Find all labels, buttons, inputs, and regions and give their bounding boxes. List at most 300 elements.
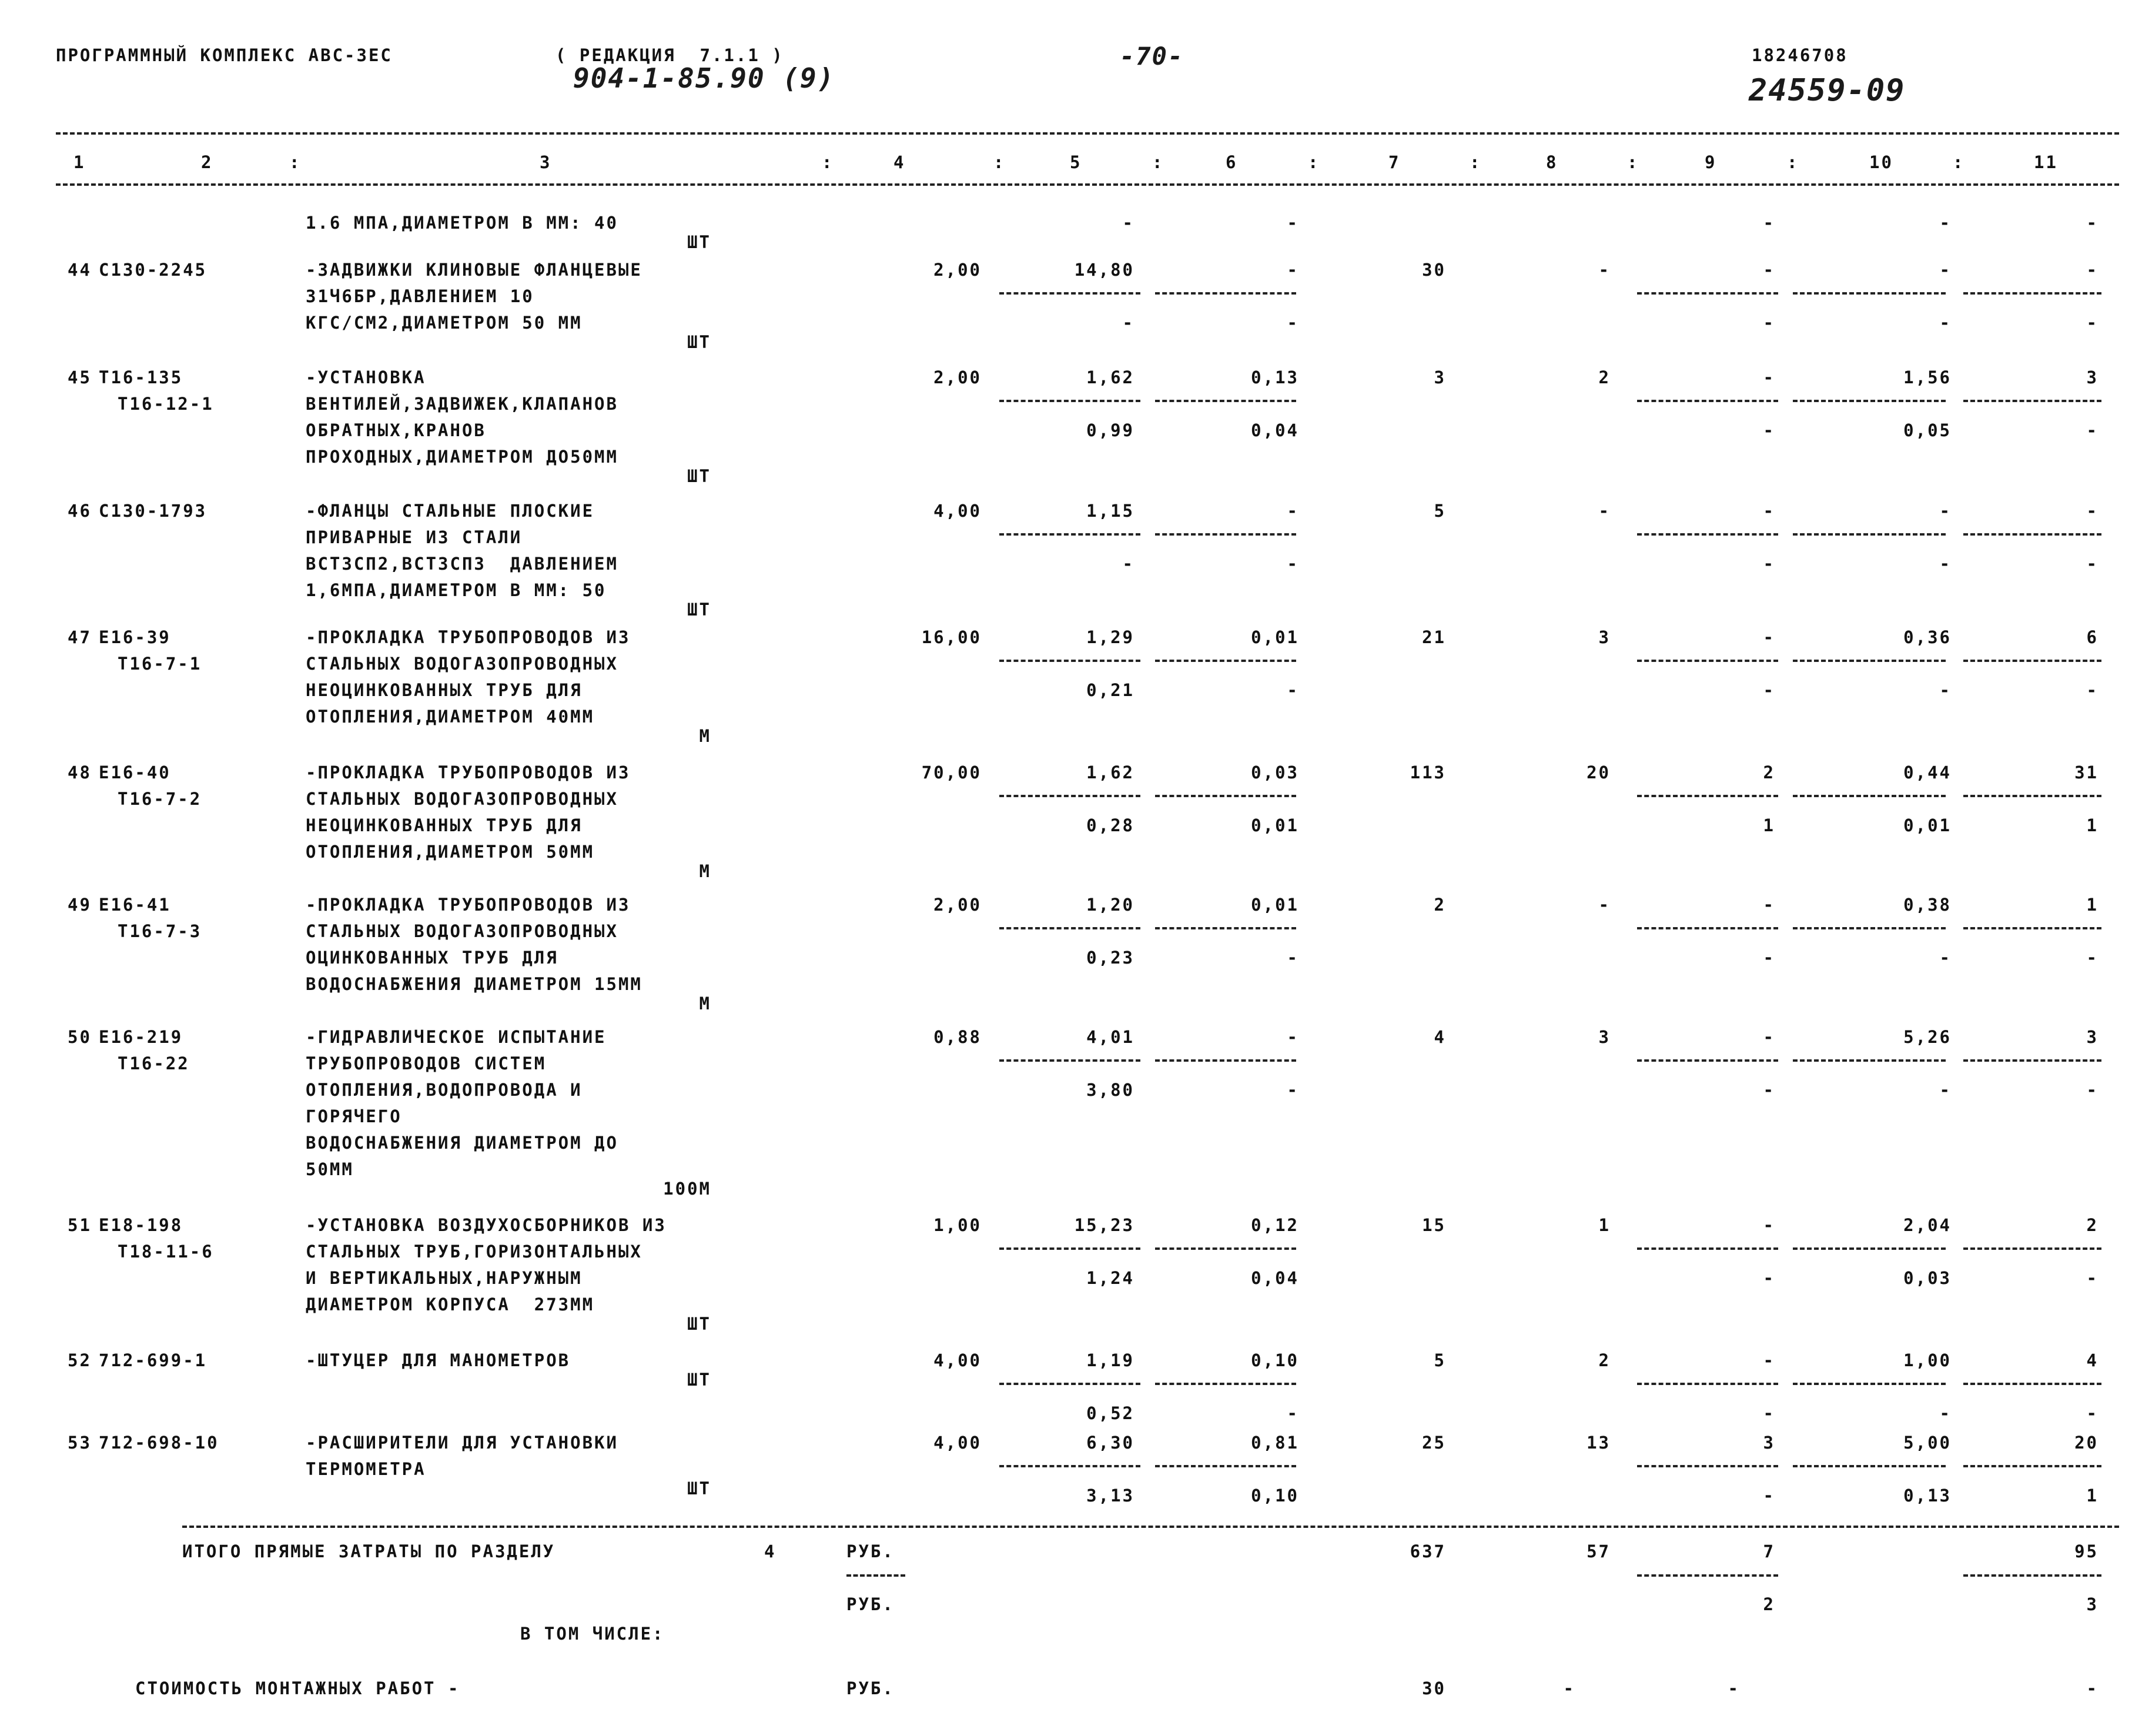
value-divider	[1637, 533, 1778, 536]
ref-number-handwritten: 24559-09	[1749, 73, 1906, 108]
work-description-line: СТАЛЬНЫХ ВОДОГАЗОПРОВОДНЫХ	[306, 654, 618, 674]
labor-total: -	[2086, 501, 2099, 521]
unit-cost-machines: 0,12	[1251, 1215, 1299, 1235]
col-9-header: 9	[1705, 152, 1717, 172]
labor-unit: 0,44	[1903, 762, 1952, 782]
work-description-line: 1.6 МПА,ДИАМЕТРОМ В ММ: 40	[306, 213, 618, 233]
value-divider	[1793, 400, 1946, 402]
unit-cost-wages: 1,24	[1086, 1268, 1134, 1288]
header-rule-top	[56, 132, 2119, 135]
unit-of-measure: М	[699, 861, 711, 881]
total-machines: -	[1763, 260, 1775, 280]
value-divider	[1637, 1059, 1778, 1062]
col-5-header: 5	[1070, 152, 1082, 172]
labor-total: -	[2086, 260, 2099, 280]
unit-of-measure: 100М	[663, 1179, 711, 1199]
including-label: В ТОМ ЧИСЛЕ:	[520, 1624, 665, 1644]
estimate-code: Е16-39	[99, 627, 171, 647]
work-description-line: И ВЕРТИКАЛЬНЫХ,НАРУЖНЫМ	[306, 1268, 583, 1288]
total-wages: 13	[1587, 1433, 1611, 1453]
col-sep: :	[822, 152, 834, 172]
labor-total-machine: 1	[2086, 815, 2099, 835]
total-machine-wages: -	[1763, 1080, 1775, 1100]
estimate-code: 712-699-1	[99, 1350, 207, 1370]
value-divider	[1155, 927, 1296, 929]
total-machines: 2	[1763, 762, 1775, 782]
value-divider	[1793, 533, 1946, 536]
total-wages: -	[1598, 260, 1611, 280]
value-divider	[999, 292, 1140, 295]
unit-of-measure: ШТ	[687, 332, 711, 352]
value-divider	[1793, 660, 1946, 662]
total-machines: 3	[1763, 1433, 1775, 1453]
col-4-header: 4	[893, 152, 906, 172]
work-description-line: -ПРОКЛАДКА ТРУБОПРОВОДОВ ИЗ	[306, 627, 631, 647]
totals-col-9b: 2	[1763, 1594, 1775, 1614]
value-divider	[1963, 660, 2101, 662]
value-divider	[999, 400, 1140, 402]
value-divider	[1155, 795, 1296, 797]
unit-cost: 1,29	[1086, 627, 1134, 647]
unit-cost: 14,80	[1074, 260, 1134, 280]
value-divider	[1793, 1247, 1946, 1250]
unit-cost: 6,30	[1086, 1433, 1134, 1453]
total-machines: -	[1763, 1350, 1775, 1370]
total-cost: 21	[1422, 627, 1446, 647]
unit-cost: 1,62	[1086, 762, 1134, 782]
labor-total-machine: -	[2086, 554, 2099, 574]
work-description-line: ОТОПЛЕНИЯ,ДИАМЕТРОМ 40ММ	[306, 707, 595, 727]
labor-total: 2	[2086, 1215, 2099, 1235]
labor-unit: -	[1939, 501, 1952, 521]
unit-cost: 15,23	[1074, 1215, 1134, 1235]
unit-divider	[846, 1574, 905, 1577]
labor-total: 4	[2086, 1350, 2099, 1370]
labor-total: 3	[2086, 367, 2099, 387]
estimate-code: Т16-135	[99, 367, 183, 387]
page-number: -70-	[1120, 42, 1184, 71]
mount-cost-unit: РУБ.	[846, 1678, 895, 1698]
quantity: 1,00	[933, 1215, 982, 1235]
totals-col-11-divider	[1963, 1574, 2101, 1577]
total-cost: 5	[1434, 501, 1446, 521]
col-sep: :	[1787, 152, 1799, 172]
unit-cost: -	[1122, 213, 1134, 233]
value-divider	[1637, 1465, 1778, 1467]
unit-of-measure: ШТ	[687, 232, 711, 252]
unit-cost-machines: 0,13	[1251, 367, 1299, 387]
total-machine-wages: -	[1763, 420, 1775, 440]
unit-cost-machine-wages: -	[1287, 1080, 1299, 1100]
work-description-line: ОТОПЛЕНИЯ,ДИАМЕТРОМ 50ММ	[306, 842, 595, 862]
labor-unit-machine: -	[1939, 313, 1952, 333]
value-divider	[1637, 400, 1778, 402]
quantity: 2,00	[933, 895, 982, 915]
totals-section: 4	[764, 1541, 777, 1561]
labor-unit-machine: -	[1939, 1080, 1952, 1100]
project-code-handwritten: 904-1-85.90 (9)	[573, 62, 835, 94]
labor-unit: 2,04	[1903, 1215, 1952, 1235]
labor-unit-machine: -	[1939, 1403, 1952, 1423]
program-title: ПРОГРАММНЫЙ КОМПЛЕКС АВС-3ЕС	[56, 45, 393, 65]
labor-total: 31	[2074, 762, 2099, 782]
total-wages: -	[1598, 895, 1611, 915]
unit-cost-machine-wages: 0,04	[1251, 1268, 1299, 1288]
labor-total-machine: -	[2086, 420, 2099, 440]
col-11-header: 11	[2034, 152, 2058, 172]
unit-cost-machine-wages: -	[1287, 554, 1299, 574]
totals-col-7: 637	[1410, 1541, 1446, 1561]
totals-col-8: 57	[1587, 1541, 1611, 1561]
labor-unit-machine: -	[1939, 680, 1952, 700]
total-machines: -	[1763, 213, 1775, 233]
row-number: 51	[68, 1215, 92, 1235]
value-divider	[1963, 1465, 2101, 1467]
total-wages: 2	[1598, 367, 1611, 387]
unit-of-measure: М	[699, 726, 711, 746]
total-wages: -	[1598, 501, 1611, 521]
unit-cost-machines: 0,03	[1251, 762, 1299, 782]
labor-total-machine: -	[2086, 1403, 2099, 1423]
work-description-line: ВЕНТИЛЕЙ,ЗАДВИЖЕК,КЛАПАНОВ	[306, 394, 618, 414]
total-cost: 3	[1434, 367, 1446, 387]
quantity: 0,88	[933, 1027, 982, 1047]
value-divider	[999, 1247, 1140, 1250]
estimate-code-secondary: Т18-11-6	[118, 1242, 214, 1262]
unit-of-measure: ШТ	[687, 466, 711, 486]
total-machine-wages: -	[1763, 680, 1775, 700]
labor-total: -	[2086, 213, 2099, 233]
col-7-header: 7	[1388, 152, 1401, 172]
unit-cost-machine-wages: -	[1287, 1403, 1299, 1423]
labor-unit-machine: 0,13	[1903, 1486, 1952, 1506]
work-description-line: ТРУБОПРОВОДОВ СИСТЕМ	[306, 1053, 547, 1073]
unit-of-measure: ШТ	[687, 1479, 711, 1498]
work-description-line: ПРОХОДНЫХ,ДИАМЕТРОМ ДО50ММ	[306, 447, 618, 467]
unit-cost-machines: -	[1287, 213, 1299, 233]
labor-unit: 0,36	[1903, 627, 1952, 647]
unit-cost-wages: 0,21	[1086, 680, 1134, 700]
work-description-line: -ПРОКЛАДКА ТРУБОПРОВОДОВ ИЗ	[306, 895, 631, 915]
unit-of-measure: ШТ	[687, 600, 711, 620]
work-description-line: -ШТУЦЕР ДЛЯ МАНОМЕТРОВ	[306, 1350, 571, 1370]
value-divider	[1637, 660, 1778, 662]
quantity: 2,00	[933, 367, 982, 387]
estimate-code: Е16-219	[99, 1027, 183, 1047]
work-description-line: ПРИВАРНЫЕ ИЗ СТАЛИ	[306, 527, 523, 547]
value-divider	[999, 795, 1140, 797]
work-description-line: ДИАМЕТРОМ КОРПУСА 273ММ	[306, 1295, 595, 1314]
total-machine-wages: -	[1763, 313, 1775, 333]
unit-cost: 1,15	[1086, 501, 1134, 521]
row-number: 46	[68, 501, 92, 521]
unit-of-measure: ШТ	[687, 1314, 711, 1334]
labor-unit-machine: 0,05	[1903, 420, 1952, 440]
totals-col-11b: 3	[2086, 1594, 2099, 1614]
totals-unit-2: РУБ.	[846, 1594, 895, 1614]
total-wages: 1	[1598, 1215, 1611, 1235]
totals-col-9-divider	[1637, 1574, 1778, 1577]
unit-cost-wages: 3,13	[1086, 1486, 1134, 1506]
labor-total-machine: -	[2086, 1268, 2099, 1288]
total-cost: 2	[1434, 895, 1446, 915]
col-2-header: 2	[201, 152, 213, 172]
value-divider	[1793, 292, 1946, 295]
estimate-code: Е18-198	[99, 1215, 183, 1235]
labor-total: 3	[2086, 1027, 2099, 1047]
col-1-header: 1	[73, 152, 86, 172]
labor-unit-machine: -	[1939, 948, 1952, 968]
row-number: 52	[68, 1350, 92, 1370]
estimate-code: С130-1793	[99, 501, 207, 521]
total-cost: 30	[1422, 260, 1446, 280]
totals-rule	[182, 1526, 2119, 1528]
value-divider	[1155, 1059, 1296, 1062]
total-wages: 3	[1598, 1027, 1611, 1047]
total-machines: -	[1763, 627, 1775, 647]
unit-cost-machines: -	[1287, 1027, 1299, 1047]
labor-unit: 5,26	[1903, 1027, 1952, 1047]
estimate-code-secondary: Т16-7-3	[118, 921, 202, 941]
unit-cost: 4,01	[1086, 1027, 1134, 1047]
total-machine-wages: 1	[1763, 815, 1775, 835]
value-divider	[1637, 1383, 1778, 1385]
estimate-code-secondary: Т16-7-2	[118, 789, 202, 809]
value-divider	[999, 660, 1140, 662]
edition-label: ( РЕДАКЦИЯ 7.1.1 )	[555, 45, 784, 65]
value-divider	[1963, 795, 2101, 797]
total-cost: 5	[1434, 1350, 1446, 1370]
col-10-header: 10	[1869, 152, 1893, 172]
value-divider	[1963, 1247, 2101, 1250]
estimate-code-secondary: Т16-22	[118, 1053, 190, 1073]
unit-cost-wages: -	[1122, 554, 1134, 574]
work-description-line: ВОДОСНАБЖЕНИЯ ДИАМЕТРОМ 15ММ	[306, 974, 642, 994]
work-description-line: НЕОЦИНКОВАННЫХ ТРУБ ДЛЯ	[306, 680, 583, 700]
total-machines: -	[1763, 895, 1775, 915]
labor-unit: -	[1939, 260, 1952, 280]
labor-unit: 0,38	[1903, 895, 1952, 915]
labor-total: 1	[2086, 895, 2099, 915]
labor-unit-machine: 0,01	[1903, 815, 1952, 835]
mount-cost-col-9: -	[1728, 1678, 1740, 1698]
labor-unit: -	[1939, 213, 1952, 233]
mount-cost-col-11: -	[2086, 1678, 2099, 1698]
unit-cost: 1,20	[1086, 895, 1134, 915]
value-divider	[1793, 1465, 1946, 1467]
labor-unit: 1,00	[1903, 1350, 1952, 1370]
quantity: 70,00	[921, 762, 982, 782]
total-machines: -	[1763, 501, 1775, 521]
row-number: 47	[68, 627, 92, 647]
work-description-line: КГС/СМ2,ДИАМЕТРОМ 50 ММ	[306, 313, 583, 333]
estimate-code: С130-2245	[99, 260, 207, 280]
unit-cost-machines: 0,10	[1251, 1350, 1299, 1370]
totals-unit: РУБ.	[846, 1541, 895, 1561]
total-machine-wages: -	[1763, 1403, 1775, 1423]
col-3-header: 3	[540, 152, 552, 172]
labor-unit: 1,56	[1903, 367, 1952, 387]
unit-cost-machines: 0,81	[1251, 1433, 1299, 1453]
value-divider	[1963, 292, 2101, 295]
value-divider	[1637, 795, 1778, 797]
labor-total-machine: -	[2086, 680, 2099, 700]
totals-label: ИТОГО ПРЯМЫЕ ЗАТРАТЫ ПО РАЗДЕЛУ	[182, 1541, 555, 1561]
unit-cost-machine-wages: 0,01	[1251, 815, 1299, 835]
value-divider	[1793, 1059, 1946, 1062]
value-divider	[1155, 1383, 1296, 1385]
quantity: 2,00	[933, 260, 982, 280]
col-sep: :	[1953, 152, 1965, 172]
value-divider	[1637, 1247, 1778, 1250]
unit-cost-machine-wages: -	[1287, 948, 1299, 968]
col-sep: :	[1152, 152, 1164, 172]
total-machines: -	[1763, 1027, 1775, 1047]
work-description-line: -ПРОКЛАДКА ТРУБОПРОВОДОВ ИЗ	[306, 762, 631, 782]
unit-cost-wages: 0,99	[1086, 420, 1134, 440]
estimate-code: Е16-41	[99, 895, 171, 915]
total-machines: -	[1763, 1215, 1775, 1235]
work-description-line: 50ММ	[306, 1159, 354, 1179]
work-description-line: ГОРЯЧЕГО	[306, 1106, 402, 1126]
total-machine-wages: -	[1763, 948, 1775, 968]
col-8-header: 8	[1546, 152, 1558, 172]
total-machine-wages: -	[1763, 1486, 1775, 1506]
work-description-line: ОЦИНКОВАННЫХ ТРУБ ДЛЯ	[306, 948, 558, 968]
unit-cost-wages: 0,23	[1086, 948, 1134, 968]
value-divider	[999, 533, 1140, 536]
value-divider	[1793, 795, 1946, 797]
total-machines: -	[1763, 367, 1775, 387]
estimate-code-secondary: Т16-7-1	[118, 654, 202, 674]
total-machine-wages: -	[1763, 1268, 1775, 1288]
work-description-line: ТЕРМОМЕТРА	[306, 1459, 426, 1479]
labor-unit-machine: 0,03	[1903, 1268, 1952, 1288]
unit-cost-machines: -	[1287, 501, 1299, 521]
row-number: 50	[68, 1027, 92, 1047]
total-wages: 2	[1598, 1350, 1611, 1370]
quantity: 4,00	[933, 501, 982, 521]
value-divider	[1963, 927, 2101, 929]
estimate-code: Е16-40	[99, 762, 171, 782]
estimate-code-secondary: Т16-12-1	[118, 394, 214, 414]
work-description-line: -УСТАНОВКА ВОЗДУХОСБОРНИКОВ ИЗ	[306, 1215, 667, 1235]
value-divider	[1155, 400, 1296, 402]
totals-col-11: 95	[2074, 1541, 2099, 1561]
mount-cost-col-7: 30	[1422, 1678, 1446, 1698]
unit-cost-wages: -	[1122, 313, 1134, 333]
value-divider	[1963, 533, 2101, 536]
unit-cost-machines: -	[1287, 260, 1299, 280]
labor-total-machine: 1	[2086, 1486, 2099, 1506]
unit-cost-machine-wages: 0,10	[1251, 1486, 1299, 1506]
value-divider	[1963, 400, 2101, 402]
value-divider	[1963, 1383, 2101, 1385]
value-divider	[1155, 292, 1296, 295]
quantity: 16,00	[921, 627, 982, 647]
header-rule-bottom	[56, 183, 2119, 186]
work-description-line: 1,6МПА,ДИАМЕТРОМ В ММ: 50	[306, 580, 607, 600]
value-divider	[1155, 1247, 1296, 1250]
work-description-line: -РАСШИРИТЕЛИ ДЛЯ УСТАНОВКИ	[306, 1433, 618, 1453]
work-description-line: СТАЛЬНЫХ ВОДОГАЗОПРОВОДНЫХ	[306, 921, 618, 941]
unit-cost: 1,62	[1086, 367, 1134, 387]
value-divider	[1155, 533, 1296, 536]
total-cost: 15	[1422, 1215, 1446, 1235]
work-description-line: -УСТАНОВКА	[306, 367, 426, 387]
value-divider	[1793, 1383, 1946, 1385]
value-divider	[999, 1465, 1140, 1467]
total-cost: 25	[1422, 1433, 1446, 1453]
labor-unit: 5,00	[1903, 1433, 1952, 1453]
unit-cost-machine-wages: 0,04	[1251, 420, 1299, 440]
total-cost: 4	[1434, 1027, 1446, 1047]
work-description-line: ОТОПЛЕНИЯ,ВОДОПРОВОДА И	[306, 1080, 583, 1100]
value-divider	[1637, 927, 1778, 929]
labor-total-machine: -	[2086, 1080, 2099, 1100]
doc-number: 18246708	[1752, 45, 1848, 65]
value-divider	[999, 1059, 1140, 1062]
work-description-line: СТАЛЬНЫХ ВОДОГАЗОПРОВОДНЫХ	[306, 789, 618, 809]
quantity: 4,00	[933, 1350, 982, 1370]
row-number: 45	[68, 367, 92, 387]
work-description-line: ОБРАТНЫХ,КРАНОВ	[306, 420, 486, 440]
col-sep: :	[289, 152, 302, 172]
labor-total-machine: -	[2086, 948, 2099, 968]
unit-cost-machine-wages: -	[1287, 680, 1299, 700]
value-divider	[1155, 1465, 1296, 1467]
col-6-header: 6	[1226, 152, 1238, 172]
unit-cost-machines: 0,01	[1251, 627, 1299, 647]
unit-of-measure: М	[699, 994, 711, 1013]
labor-unit-machine: -	[1939, 554, 1952, 574]
mount-cost-col-8: -	[1563, 1678, 1575, 1698]
value-divider	[1793, 927, 1946, 929]
work-description-line: СТАЛЬНЫХ ТРУБ,ГОРИЗОНТАЛЬНЫХ	[306, 1242, 642, 1262]
work-description-line: -ФЛАНЦЫ СТАЛЬНЫЕ ПЛОСКИЕ	[306, 501, 595, 521]
work-description-line: 31Ч6БР,ДАВЛЕНИЕМ 10	[306, 286, 534, 306]
row-number: 48	[68, 762, 92, 782]
totals-col-9: 7	[1763, 1541, 1775, 1561]
row-number: 49	[68, 895, 92, 915]
value-divider	[1155, 660, 1296, 662]
total-machine-wages: -	[1763, 554, 1775, 574]
value-divider	[999, 1383, 1140, 1385]
work-description-line: ВОДОСНАБЖЕНИЯ ДИАМЕТРОМ ДО	[306, 1133, 618, 1153]
unit-cost-machine-wages: -	[1287, 313, 1299, 333]
work-description-line: -ГИДРАВЛИЧЕСКОЕ ИСПЫТАНИЕ	[306, 1027, 607, 1047]
value-divider	[999, 927, 1140, 929]
unit-of-measure: ШТ	[687, 1370, 711, 1390]
estimate-code: 712-698-10	[99, 1433, 219, 1453]
col-sep: :	[1470, 152, 1482, 172]
col-sep: :	[1308, 152, 1320, 172]
quantity: 4,00	[933, 1433, 982, 1453]
row-number: 53	[68, 1433, 92, 1453]
unit-cost-wages: 0,52	[1086, 1403, 1134, 1423]
unit-cost-wages: 3,80	[1086, 1080, 1134, 1100]
unit-cost-machines: 0,01	[1251, 895, 1299, 915]
work-description-line: НЕОЦИНКОВАННЫХ ТРУБ ДЛЯ	[306, 815, 583, 835]
mount-cost-label: СТОИМОСТЬ МОНТАЖНЫХ РАБОТ -	[135, 1678, 460, 1698]
unit-cost-wages: 0,28	[1086, 815, 1134, 835]
value-divider	[1637, 292, 1778, 295]
labor-total: 20	[2074, 1433, 2099, 1453]
labor-total: 6	[2086, 627, 2099, 647]
total-wages: 20	[1587, 762, 1611, 782]
row-number: 44	[68, 260, 92, 280]
total-wages: 3	[1598, 627, 1611, 647]
